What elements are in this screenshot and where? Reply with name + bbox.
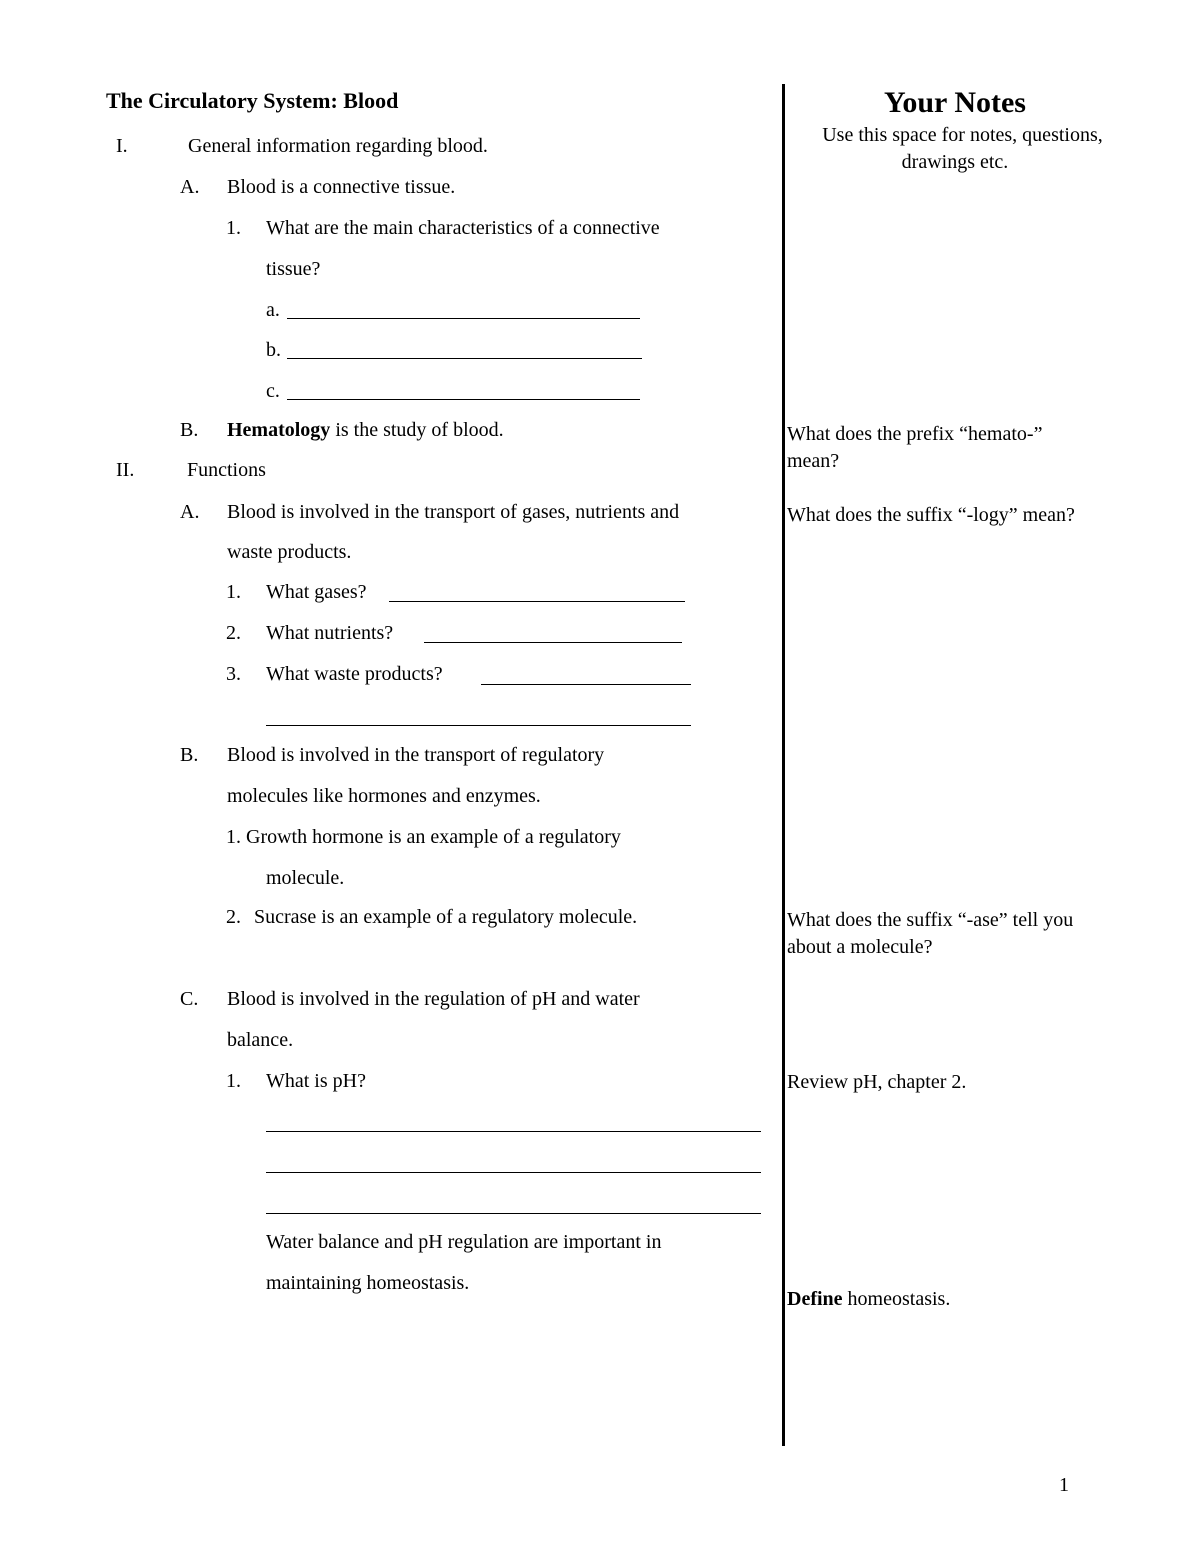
item-2b1-text-line1: 1. Growth hormone is an example of a regulatory bbox=[226, 826, 621, 848]
side-note-hemato-line1: What does the prefix “hemato-” bbox=[787, 423, 1043, 445]
item-2a1-text: What gases? bbox=[266, 581, 367, 603]
homeostasis-note-line1: Water balance and pH regulation are important in bbox=[266, 1231, 662, 1253]
define-word: Define bbox=[787, 1288, 843, 1310]
item-2a1-number: 1. bbox=[226, 581, 241, 603]
item-2a-text-line1: Blood is involved in the transport of gases, nutrients and bbox=[227, 501, 680, 523]
item-2a-letter: A. bbox=[180, 501, 200, 523]
item-2a3-number: 3. bbox=[226, 663, 241, 685]
item-1a-text: Blood is a connective tissue. bbox=[227, 176, 456, 198]
answer-a-label: a. bbox=[266, 299, 280, 321]
side-note-logy: What does the suffix “-logy” mean? bbox=[787, 504, 1075, 526]
item-2c1-text: What is pH? bbox=[266, 1070, 366, 1092]
define-rest: homeostasis. bbox=[842, 1288, 951, 1310]
item-2b-text-line1: Blood is involved in the transport of regulatory bbox=[227, 744, 605, 766]
item-2c1-number: 1. bbox=[226, 1070, 241, 1092]
document-title: The Circulatory System: Blood bbox=[106, 88, 399, 113]
answer-b-label: b. bbox=[266, 339, 281, 361]
item-2a3-text: What waste products? bbox=[266, 663, 443, 685]
homeostasis-note-line2: maintaining homeostasis. bbox=[266, 1272, 470, 1294]
side-note-ase-line1: What does the suffix “-ase” tell you bbox=[787, 909, 1074, 931]
hematology-definition: is the study of blood. bbox=[330, 419, 504, 441]
answer-a-blank[interactable] bbox=[287, 318, 640, 319]
item-1a1-number: 1. bbox=[226, 217, 241, 239]
section-2-heading: Functions bbox=[187, 459, 266, 481]
ph-answer-blank-2[interactable] bbox=[266, 1172, 761, 1173]
item-2b2-text: Sucrase is an example of a regulatory molecule. bbox=[254, 906, 638, 928]
answer-c-blank[interactable] bbox=[287, 399, 640, 400]
waste-products-blank-1[interactable] bbox=[481, 684, 691, 685]
ph-answer-blank-1[interactable] bbox=[266, 1131, 761, 1132]
side-note-ph-review: Review pH, chapter 2. bbox=[787, 1071, 967, 1093]
item-2c-text-line1: Blood is involved in the regulation of pH and water bbox=[227, 988, 640, 1010]
column-divider bbox=[782, 84, 785, 1446]
nutrients-blank[interactable] bbox=[424, 642, 682, 643]
answer-b-blank[interactable] bbox=[287, 358, 642, 359]
item-1a-letter: A. bbox=[180, 176, 200, 198]
item-1a1-text-line2: tissue? bbox=[266, 258, 321, 280]
item-2b-letter: B. bbox=[180, 744, 199, 766]
item-2c-text-line2: balance. bbox=[227, 1029, 294, 1051]
gases-blank[interactable] bbox=[389, 601, 685, 602]
notes-title: Your Notes bbox=[884, 86, 1026, 119]
item-2b-text-line2: molecules like hormones and enzymes. bbox=[227, 785, 541, 807]
answer-c-label: c. bbox=[266, 380, 280, 402]
item-1b-letter: B. bbox=[180, 419, 199, 441]
ph-answer-blank-3[interactable] bbox=[266, 1213, 761, 1214]
item-1b-text bbox=[227, 420, 504, 440]
item-2b1-text-line2: molecule. bbox=[266, 867, 345, 889]
side-note-hemato-line2: mean? bbox=[787, 450, 840, 472]
item-1a1-text-line1: What are the main characteristics of a connective bbox=[266, 217, 660, 239]
waste-products-blank-2[interactable] bbox=[266, 725, 691, 726]
notes-subtitle-line1: Use this space for notes, questions, bbox=[822, 124, 1103, 146]
section-2-number: II. bbox=[116, 459, 135, 481]
page-number: 1 bbox=[1059, 1474, 1069, 1496]
section-1-number: I. bbox=[116, 135, 128, 157]
hematology-term: Hematology bbox=[227, 419, 331, 441]
item-2c-letter: C. bbox=[180, 988, 199, 1010]
item-2a2-text: What nutrients? bbox=[266, 622, 394, 644]
item-2a-text-line2: waste products. bbox=[227, 541, 352, 563]
notes-subtitle-line2: drawings etc. bbox=[901, 151, 1009, 173]
item-2a2-number: 2. bbox=[226, 622, 241, 644]
side-note-define-homeostasis bbox=[787, 1289, 950, 1309]
side-note-ase-line2: about a molecule? bbox=[787, 936, 933, 958]
item-2b2-number: 2. bbox=[226, 906, 241, 928]
section-1-heading: General information regarding blood. bbox=[188, 135, 488, 157]
